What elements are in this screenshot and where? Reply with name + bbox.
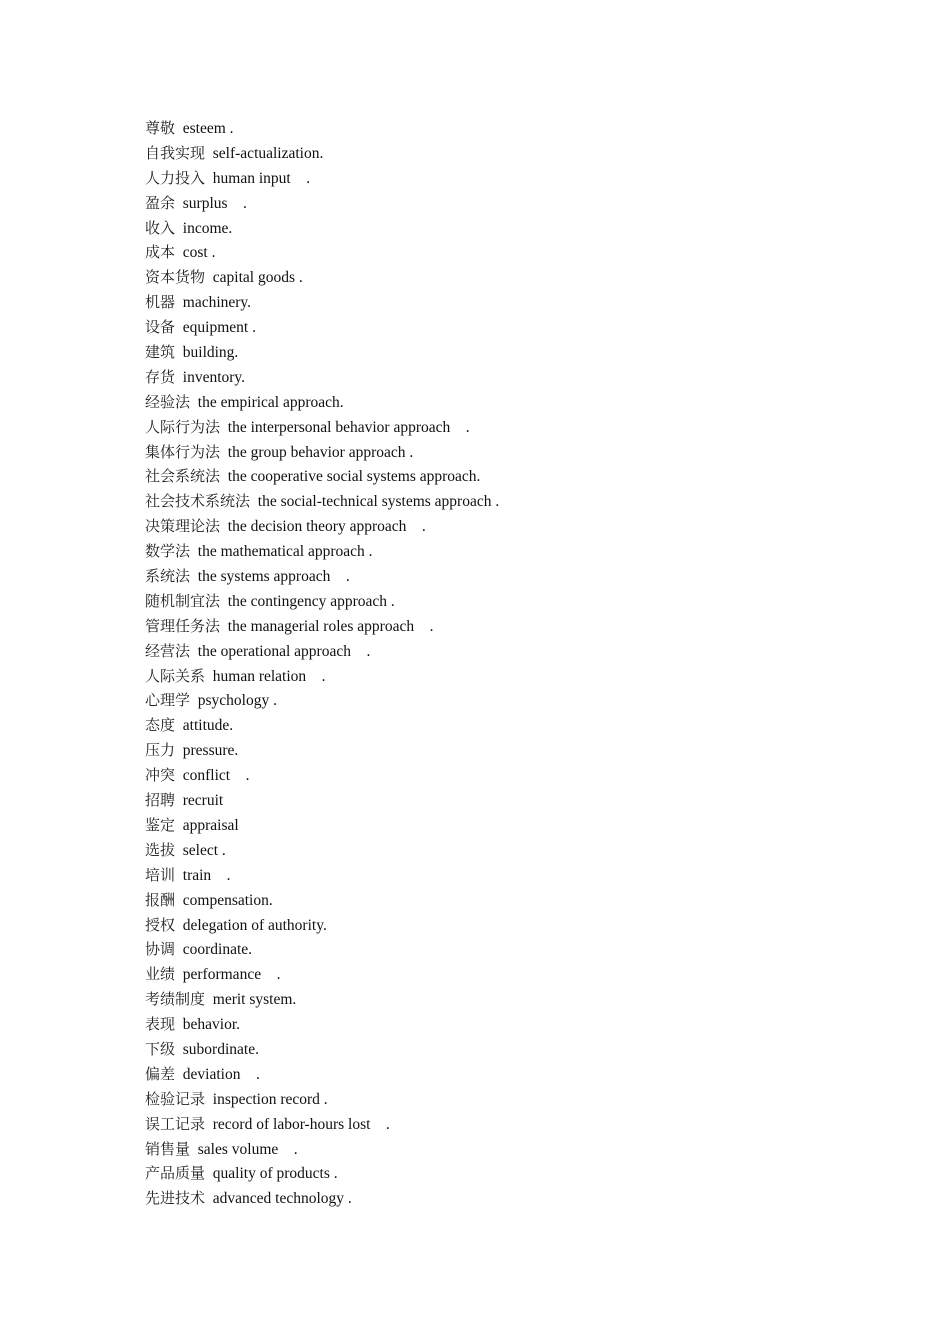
english-term: the interpersonal behavior approach . [227,418,470,436]
chinese-term: 选拔 [145,840,176,859]
english-term: attitude. [182,717,234,735]
chinese-term: 压力 [145,741,176,760]
chinese-term: 销售量 [145,1139,191,1158]
chinese-term: 误工记录 [145,1114,206,1133]
english-term: the cooperative social systems approach. [227,468,481,486]
chinese-term: 表现 [145,1015,176,1034]
english-term: record of labor-hours lost . [212,1115,390,1133]
english-term: income. [182,219,233,237]
english-term: building. [182,344,239,362]
chinese-term: 报酬 [145,890,176,909]
chinese-term: 系统法 [145,567,191,586]
glossary-entry [145,763,499,788]
english-term: advanced technology . [212,1190,352,1208]
glossary-entry [145,141,499,166]
glossary-entry [145,365,499,390]
english-term: capital goods . [212,269,303,287]
chinese-term: 人际关系 [145,666,206,685]
glossary-entry [145,937,499,962]
chinese-term: 决策理论法 [145,517,221,536]
glossary-entry [145,191,499,216]
glossary-entry [145,639,499,664]
chinese-term: 鉴定 [145,815,176,834]
chinese-term: 设备 [145,318,176,337]
chinese-term: 授权 [145,915,176,934]
chinese-term: 盈余 [145,193,176,212]
glossary-entry [145,514,499,539]
glossary-entry [145,116,499,141]
glossary-entry [145,390,499,415]
english-term: delegation of authority. [182,916,327,934]
glossary-entry [145,1137,499,1162]
glossary-entry [145,987,499,1012]
glossary-entry [145,1161,499,1186]
glossary-entry [145,688,499,713]
chinese-term: 培训 [145,865,176,884]
chinese-term: 成本 [145,243,176,262]
glossary-entry [145,440,499,465]
english-term: compensation. [182,891,273,909]
english-term: select . [182,841,226,859]
glossary-list [145,116,499,1211]
glossary-entry [145,863,499,888]
chinese-term: 尊敬 [145,119,176,137]
chinese-term: 检验记录 [145,1089,206,1108]
chinese-term: 冲突 [145,766,176,785]
glossary-entry [145,290,499,315]
english-term: conflict . [182,767,250,785]
chinese-term: 先进技术 [145,1189,206,1208]
english-term: coordinate. [182,941,253,959]
chinese-term: 社会系统法 [145,467,221,486]
english-term: the social-technical systems approach . [257,493,500,511]
english-term: sales volume . [197,1140,298,1158]
chinese-term: 资本货物 [145,268,206,287]
glossary-entry [145,1037,499,1062]
english-term: human relation . [212,667,326,685]
english-term: train . [182,866,231,884]
glossary-entry [145,539,499,564]
chinese-term: 人际行为法 [145,417,221,436]
english-term: the systems approach . [197,568,350,586]
chinese-term: 经验法 [145,392,191,411]
english-term: merit system. [212,991,297,1009]
glossary-entry [145,738,499,763]
english-term: esteem . [182,120,234,137]
glossary-entry [145,1012,499,1037]
english-term: inventory. [182,368,246,386]
glossary-entry [145,240,499,265]
chinese-term: 机器 [145,293,176,312]
glossary-entry [145,564,499,589]
chinese-term: 招聘 [145,791,176,810]
chinese-term: 随机制宜法 [145,591,221,610]
glossary-entry [145,1062,499,1087]
english-term: the contingency approach . [227,592,395,610]
english-term: the managerial roles approach . [227,617,434,635]
english-term: surplus . [182,194,247,212]
glossary-entry [145,888,499,913]
glossary-entry [145,415,499,440]
english-term: psychology . [197,692,277,710]
glossary-entry [145,315,499,340]
glossary-entry [145,813,499,838]
glossary-entry [145,489,499,514]
glossary-entry [145,788,499,813]
english-term: the decision theory approach . [227,518,426,536]
chinese-term: 心理学 [145,691,191,710]
english-term: self-actualization. [212,144,324,162]
glossary-entry [145,713,499,738]
english-term: deviation . [182,1065,260,1083]
english-term: performance . [182,966,281,984]
english-term: equipment . [182,319,256,337]
english-term: subordinate. [182,1040,259,1058]
chinese-term: 经营法 [145,641,191,660]
glossary-entry [145,664,499,689]
glossary-entry [145,913,499,938]
english-term: the group behavior approach . [227,443,414,461]
glossary-entry [145,166,499,191]
glossary-entry [145,1087,499,1112]
chinese-term: 数学法 [145,542,191,561]
english-term: behavior. [182,1016,241,1034]
chinese-term: 自我实现 [145,143,206,162]
glossary-entry [145,464,499,489]
chinese-term: 存货 [145,367,176,386]
glossary-entry [145,838,499,863]
glossary-entry [145,1112,499,1137]
english-term: the operational approach . [197,642,371,660]
chinese-term: 社会技术系统法 [145,492,251,511]
chinese-term: 态度 [145,716,176,735]
chinese-term: 下级 [145,1039,176,1058]
chinese-term: 收入 [145,218,176,237]
glossary-entry [145,340,499,365]
chinese-term: 产品质量 [145,1164,206,1183]
glossary-entry [145,1186,499,1211]
chinese-term: 业绩 [145,965,176,984]
chinese-term: 集体行为法 [145,442,221,461]
chinese-term: 管理任务法 [145,616,221,635]
english-term: pressure. [182,742,239,760]
glossary-entry [145,589,499,614]
english-term: recruit [182,792,224,810]
english-term: machinery. [182,294,252,312]
english-term: the mathematical approach . [197,543,373,561]
chinese-term: 建筑 [145,343,176,362]
english-term: appraisal [182,816,239,834]
english-term: inspection record . [212,1090,328,1108]
chinese-term: 考绩制度 [145,990,206,1009]
english-term: human input . [212,169,311,187]
glossary-entry [145,614,499,639]
english-term: the empirical approach. [197,393,344,411]
chinese-term: 人力投入 [145,168,206,187]
english-term: cost . [182,244,216,262]
chinese-term: 协调 [145,940,176,959]
english-term: quality of products . [212,1165,338,1183]
glossary-entry [145,216,499,241]
glossary-entry [145,962,499,987]
chinese-term: 偏差 [145,1064,176,1083]
glossary-entry [145,265,499,290]
